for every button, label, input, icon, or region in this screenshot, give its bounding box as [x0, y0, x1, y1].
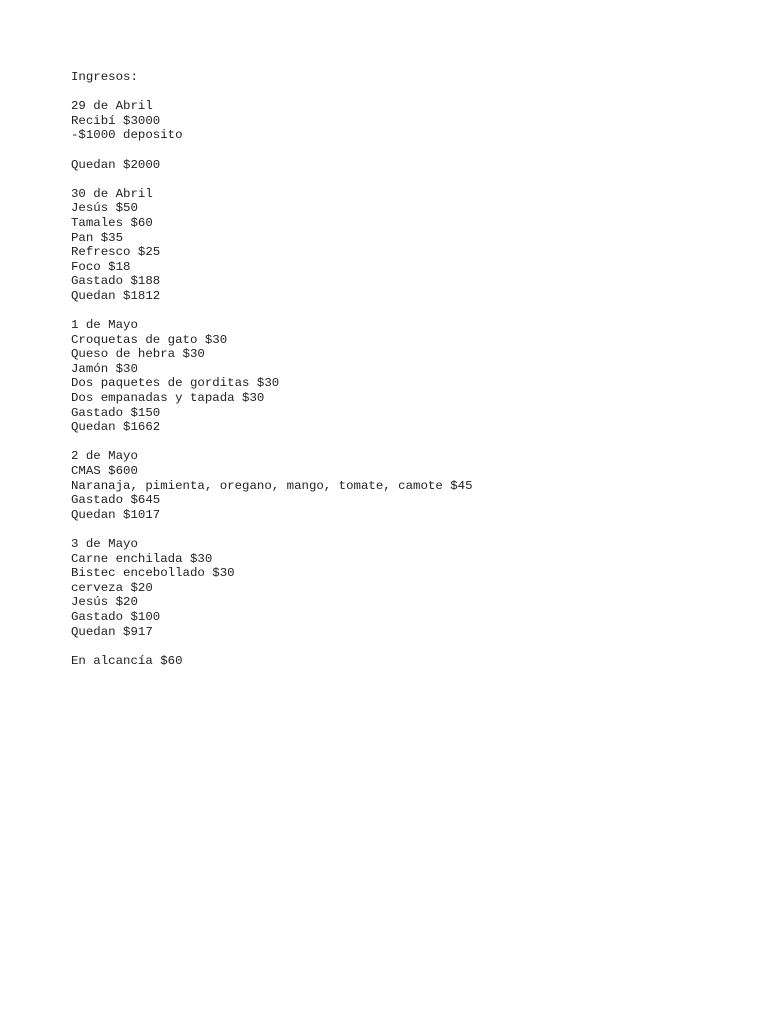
text-block: [71, 537, 731, 639]
text-line: Jesús $50: [71, 201, 138, 216]
document-body: [71, 70, 731, 683]
text-line: Quedan $1812: [71, 288, 161, 303]
text-line: Dos empanadas y tapada $30: [71, 391, 265, 406]
text-line: CMAS $600: [71, 464, 138, 479]
text-line: Tamales $60: [71, 215, 153, 230]
text-line: -$1000 deposito: [71, 128, 183, 143]
text-line: Bistec encebollado $30: [71, 566, 235, 581]
text-line: Ingresos:: [71, 70, 138, 84]
text-block: [71, 70, 731, 85]
text-line: Dos paquetes de gorditas $30: [71, 376, 280, 391]
text-line: 3 de Mayo: [71, 537, 138, 551]
text-block: [71, 449, 731, 522]
text-line: Carne enchilada $30: [71, 551, 213, 566]
text-line: Jesús $20: [71, 595, 138, 610]
text-line: Queso de hebra $30: [71, 347, 205, 362]
text-line: Quedan $917: [71, 624, 153, 639]
text-line: Gastado $150: [71, 405, 161, 420]
text-block: [71, 158, 731, 173]
text-line: 1 de Mayo: [71, 318, 138, 333]
text-block: [71, 654, 731, 669]
text-block: [71, 318, 731, 435]
text-line: cerveza $20: [71, 580, 153, 595]
text-block: [71, 99, 731, 143]
text-block: [71, 187, 731, 304]
text-line: Gastado $100: [71, 609, 161, 624]
text-line: Foco $18: [71, 259, 131, 274]
text-line: 2 de Mayo: [71, 449, 138, 464]
text-line: Quedan $2000: [71, 157, 161, 172]
text-line: Recibí $3000: [71, 113, 161, 128]
text-line: Naranaja, pimienta, oregano, mango, tomate, camote $45: [71, 478, 473, 493]
text-line: Refresco $25: [71, 245, 161, 260]
text-line: 30 de Abril: [71, 186, 153, 201]
text-line: Pan $35: [71, 230, 124, 245]
text-line: Croquetas de gato $30: [71, 332, 228, 347]
text-line: 29 de Abril: [71, 99, 153, 114]
text-line: Quedan $1662: [71, 420, 161, 435]
text-line: Quedan $1017: [71, 507, 161, 522]
text-line: Gastado $645: [71, 493, 161, 508]
text-line: Gastado $188: [71, 274, 161, 289]
text-line: En alcancía $60: [71, 653, 183, 668]
text-line: Jamón $30: [71, 361, 138, 376]
